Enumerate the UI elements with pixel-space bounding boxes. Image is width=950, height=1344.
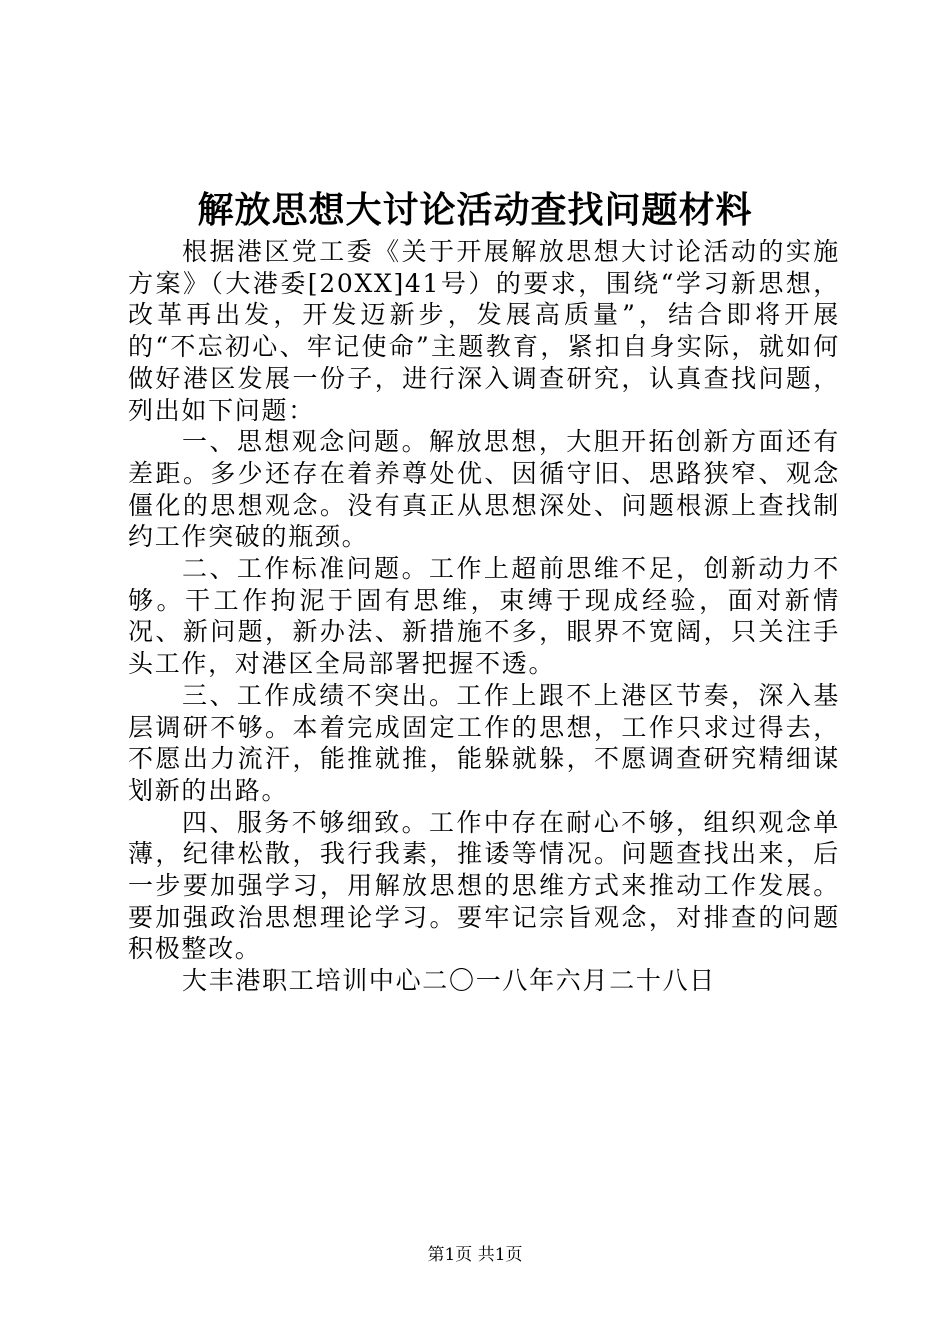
document-body	[128, 236, 840, 997]
document-title: 解放思想大讨论活动查找问题材料	[197, 189, 753, 231]
signature-line: 大丰港职工培训中心二〇一八年六月二十八日	[182, 966, 717, 996]
paragraph-item-4: 四、服务不够细致。工作中存在耐心不够，组织观念单薄，纪律松散，我行我素，推诿等情况。问题查找出来，后一步要加强学习，用解放思想的思维方式来推动工作发展。要加强政治思想理论学习。要牢记宗旨观念，对排查的问题积极整改。	[128, 807, 840, 964]
paragraph-item-2: 二、工作标准问题。工作上超前思维不足，创新动力不够。干工作拘泥于固有思维，束缚于现成经验，面对新情况、新问题，新办法、新措施不多，眼界不宽阔，只关注手头工作，对港区全局部署把握不透。	[128, 554, 840, 679]
page-footer: 第1页 共1页	[427, 1245, 523, 1265]
paragraph-intro: 根据港区党工委《关于开展解放思想大讨论活动的实施方案》（大港委[20XX]41号）的要求，围绕“学习新思想，改革再出发，开发迈新步，发展高质量”，结合即将开展的“不忘初心、牢记使命”主题教育，紧扣自身实际，就如何做好港区发展一份子，进行深入调查研究，认真查找问题，列出如下问题：	[128, 237, 840, 425]
paragraph-item-3: 三、工作成绩不突出。工作上跟不上港区节奏，深入基层调研不够。本着完成固定工作的思想，工作只求过得去，不愿出力流汗，能推就推，能躲就躲，不愿调查研究精细谋划新的出路。	[128, 680, 840, 805]
paragraph-item-1: 一、思想观念问题。解放思想，大胆开拓创新方面还有差距。多少还存在着养尊处优、因循守旧、思路狭窄、观念僵化的思想观念。没有真正从思想深处、问题根源上查找制约工作突破的瓶颈。	[128, 427, 840, 552]
